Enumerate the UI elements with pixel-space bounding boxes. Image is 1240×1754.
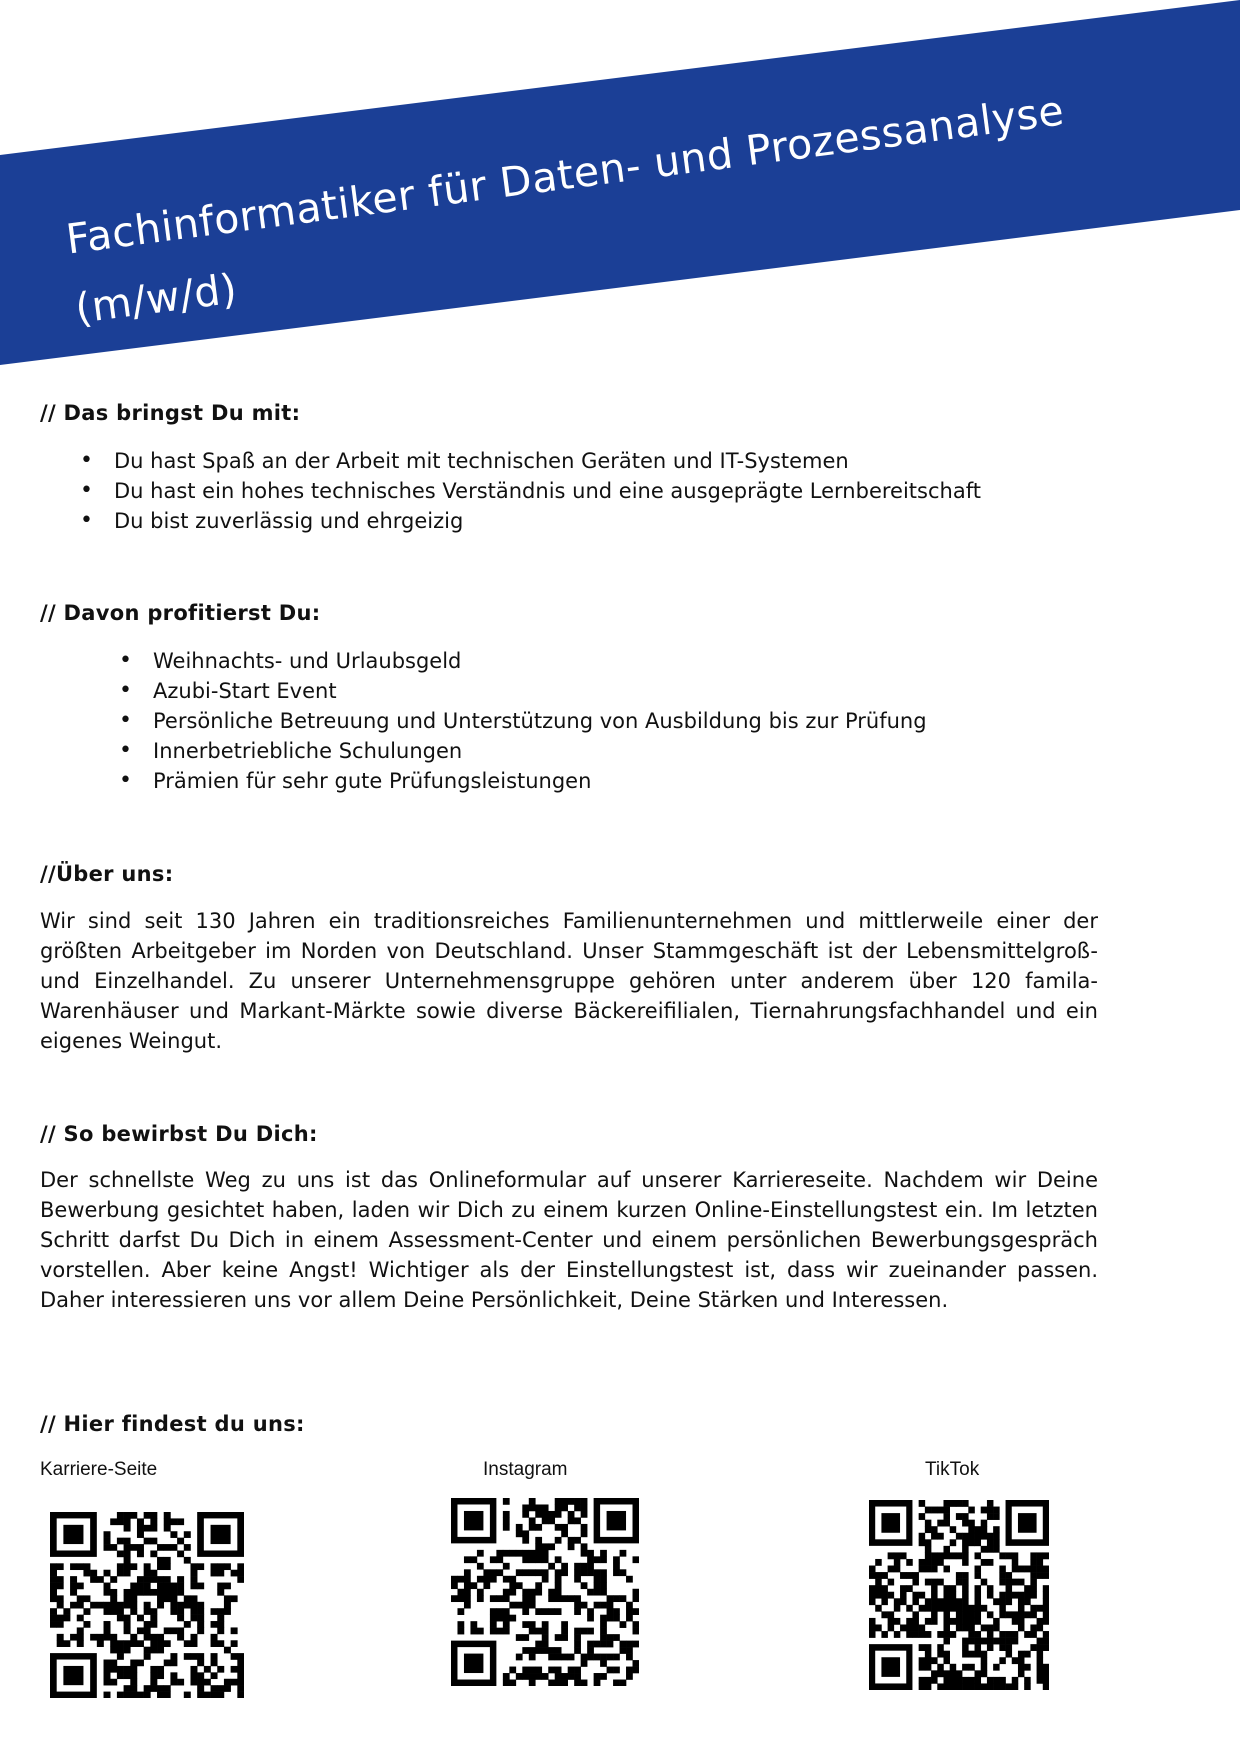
- list-item: • Du bist zuverlässig und ehrgeizig: [114, 506, 981, 536]
- apply-text: Der schnellste Weg zu uns ist das Onlineformular auf unserer Karriereseite. Nachdem wir Deine Bewerbung gesichtet haben, laden wir Dich zu einem kurzen Online-Einstellungstest ein. Im letzten Schritt darfst Du Dich in einem Assessment-Center und einem persönlichen Bewerbungsgespräch vorstellen. Aber keine Angst! Wichtiger als der Einstellungstest ist, dass wir zueinander passen. Daher interessieren uns vor allem Deine Persönlichkeit, Deine Stärken und Interessen.: [40, 1168, 1098, 1312]
- about-text: Wir sind seit 130 Jahren ein traditionsreiches Familienunternehmen und mittlerweile einer der größten Arbeitgeber im Norden von Deutschland. Unser Stammgeschäft ist der Lebensmittelgroß- und Einzelhandel. Zu unserer Unternehmensgruppe gehören unter anderem über 120 famila-Warenhäuser und Markant-Märkte sowie diverse Bäckereifilialen, Tiernahrungsfachhandel und ein eigenes Weingut.: [40, 909, 1098, 1053]
- requirements-heading: // Das bringst Du mit:: [40, 401, 301, 425]
- page-title-line-1: Fachinformatiker für Daten- und Prozessanalyse: [63, 86, 1067, 264]
- list-item: • Persönliche Betreuung und Unterstützung von Ausbildung bis zur Prüfung: [153, 706, 927, 736]
- about-heading: //Über uns:: [40, 862, 174, 886]
- qr-code-tiktok-icon[interactable]: [869, 1500, 1049, 1690]
- apply-heading: // So bewirbst Du Dich:: [40, 1122, 318, 1146]
- page-title-line-2: (m/w/d): [72, 264, 240, 333]
- list-item: • Weihnachts- und Urlaubsgeld: [153, 646, 927, 676]
- list-item: • Du hast Spaß an der Arbeit mit technischen Geräten und IT-Systemen: [114, 446, 981, 476]
- list-item: • Prämien für sehr gute Prüfungsleistungen: [153, 766, 927, 796]
- benefits-list: [153, 646, 927, 796]
- qr-code-karriere-icon[interactable]: [50, 1512, 244, 1698]
- requirements-list: [114, 446, 981, 536]
- qr-label-tiktok: TikTok: [925, 1459, 980, 1480]
- qr-code-instagram-icon[interactable]: [451, 1498, 639, 1686]
- list-item: • Azubi-Start Event: [153, 676, 927, 706]
- contact-heading: // Hier findest du uns:: [40, 1412, 305, 1436]
- qr-label-karriere: Karriere-Seite: [40, 1459, 158, 1480]
- list-item: • Du hast ein hohes technisches Verständnis und eine ausgeprägte Lernbereitschaft: [114, 476, 981, 506]
- title-banner: [0, 0, 1240, 370]
- qr-label-instagram: Instagram: [483, 1459, 568, 1480]
- list-item: • Innerbetriebliche Schulungen: [153, 736, 927, 766]
- benefits-heading: // Davon profitierst Du:: [40, 601, 321, 625]
